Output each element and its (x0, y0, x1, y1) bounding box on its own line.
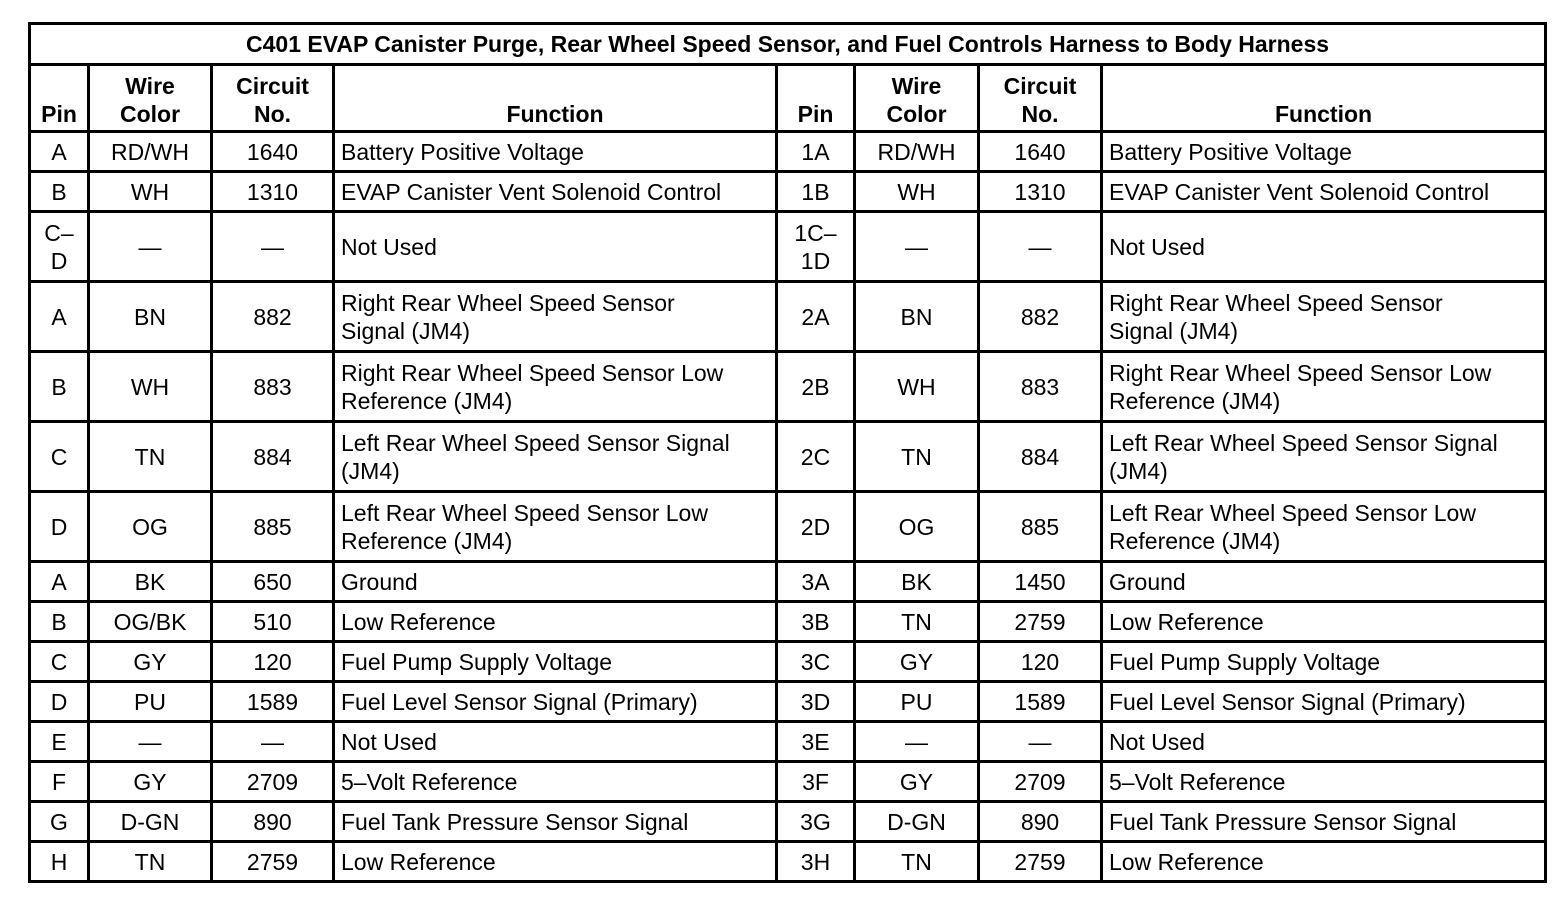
pin-cell-right: 1A (777, 132, 855, 172)
wire-color-cell: WH (89, 172, 212, 212)
function-cell-right (1102, 762, 1546, 802)
header-function: Function (334, 65, 777, 132)
function-cell-right (1102, 172, 1546, 212)
wire-color-cell-right: WH (855, 172, 979, 212)
function-cell (334, 642, 777, 682)
circuit-no-cell-right: 2759 (979, 842, 1102, 882)
function-cell (334, 682, 777, 722)
function-text-line: Not Used (1109, 728, 1205, 755)
table-row (30, 682, 1546, 722)
pin-cell: C (30, 422, 89, 492)
function-text-line: Fuel Level Sensor Signal (Primary) (341, 688, 698, 715)
table-row (30, 722, 1546, 762)
function-text-line: Ground (341, 568, 418, 595)
pin-cell-right: 2D (777, 492, 855, 562)
function-text-line: Low Reference (1109, 848, 1264, 875)
function-cell (334, 722, 777, 762)
function-cell-right (1102, 132, 1546, 172)
pin-cell-right: 2C (777, 422, 855, 492)
function-text-line: Reference (JM4) (341, 527, 513, 554)
pin-cell: D (30, 492, 89, 562)
function-cell (334, 762, 777, 802)
circuit-no-cell-right: 1310 (979, 172, 1102, 212)
table-row (30, 842, 1546, 882)
pin-cell-right: 3D (777, 682, 855, 722)
wire-color-cell-right: TN (855, 422, 979, 492)
header-function-2: Function (1102, 65, 1546, 132)
function-text-line: (JM4) (1109, 457, 1168, 484)
function-cell (334, 562, 777, 602)
function-text-line: Not Used (341, 728, 437, 755)
wire-color-cell-right: TN (855, 602, 979, 642)
function-text-line: Right Rear Wheel Speed Sensor Low (341, 359, 724, 386)
wire-color-cell-right: WH (855, 352, 979, 422)
pin-cell-right: 3F (777, 762, 855, 802)
circuit-no-cell: 1310 (212, 172, 334, 212)
function-text-line: (JM4) (341, 457, 400, 484)
circuit-no-cell: — (212, 212, 334, 282)
wire-color-cell-right: RD/WH (855, 132, 979, 172)
pin-cell: F (30, 762, 89, 802)
table-row (30, 562, 1546, 602)
function-text-line: Not Used (341, 233, 437, 260)
wire-color-cell: GY (89, 642, 212, 682)
function-text-line: 5–Volt Reference (1109, 768, 1286, 795)
pin-cell: A (30, 562, 89, 602)
function-cell-right (1102, 802, 1546, 842)
table-row (30, 422, 1546, 492)
wire-color-cell: OG (89, 492, 212, 562)
wire-color-cell: TN (89, 842, 212, 882)
circuit-no-cell-right: 890 (979, 802, 1102, 842)
circuit-no-cell-right: 120 (979, 642, 1102, 682)
wire-color-cell-right: D-GN (855, 802, 979, 842)
header-wire-color: Wire Color (89, 65, 212, 132)
circuit-no-cell: 885 (212, 492, 334, 562)
function-cell (334, 492, 777, 562)
wire-color-cell-right: GY (855, 642, 979, 682)
function-cell-right (1102, 682, 1546, 722)
function-text-line: Reference (JM4) (341, 387, 513, 414)
circuit-no-cell-right: 2709 (979, 762, 1102, 802)
circuit-no-cell-right: — (979, 212, 1102, 282)
circuit-no-cell-right: 1450 (979, 562, 1102, 602)
circuit-no-cell: 120 (212, 642, 334, 682)
pinout-table (28, 22, 1547, 883)
function-text-line: Left Rear Wheel Speed Sensor Low (341, 499, 708, 526)
wire-color-cell-right: BN (855, 282, 979, 352)
wire-color-cell: TN (89, 422, 212, 492)
circuit-no-cell-right: 1589 (979, 682, 1102, 722)
function-text-line: Reference (JM4) (1109, 527, 1281, 554)
pin-cell: E (30, 722, 89, 762)
wire-color-cell: GY (89, 762, 212, 802)
circuit-no-cell: 1640 (212, 132, 334, 172)
function-text-line: Fuel Tank Pressure Sensor Signal (341, 808, 689, 835)
circuit-no-cell: 883 (212, 352, 334, 422)
pin-cell: C (30, 642, 89, 682)
function-text-line: EVAP Canister Vent Solenoid Control (341, 178, 722, 205)
table-row (30, 492, 1546, 562)
column-header-row (30, 65, 1546, 132)
pin-cell: C– D (30, 212, 89, 282)
circuit-no-cell: 510 (212, 602, 334, 642)
function-text-line: Fuel Level Sensor Signal (Primary) (1109, 688, 1466, 715)
pin-cell: B (30, 602, 89, 642)
pin-cell-right: 3B (777, 602, 855, 642)
function-text-line: Right Rear Wheel Speed Sensor Low (1109, 359, 1492, 386)
pin-cell-right: 1B (777, 172, 855, 212)
table-row (30, 602, 1546, 642)
function-cell (334, 132, 777, 172)
header-pin: Pin (30, 65, 89, 132)
function-text-line: Reference (JM4) (1109, 387, 1281, 414)
wire-color-cell-right: PU (855, 682, 979, 722)
function-text-line: Signal (JM4) (341, 317, 471, 344)
function-text-line: EVAP Canister Vent Solenoid Control (1109, 178, 1490, 205)
pin-cell: G (30, 802, 89, 842)
circuit-no-cell-right: 883 (979, 352, 1102, 422)
function-text-line: Left Rear Wheel Speed Sensor Signal (1109, 429, 1498, 456)
pin-cell: A (30, 282, 89, 352)
circuit-no-cell-right: 882 (979, 282, 1102, 352)
wire-color-cell-right: BK (855, 562, 979, 602)
circuit-no-cell: 2759 (212, 842, 334, 882)
table-row (30, 642, 1546, 682)
function-cell-right (1102, 722, 1546, 762)
pin-cell-right: 3A (777, 562, 855, 602)
header-pin-2: Pin (777, 65, 855, 132)
function-text-line: Signal (JM4) (1109, 317, 1239, 344)
pin-cell-right: 2B (777, 352, 855, 422)
circuit-no-cell: — (212, 722, 334, 762)
function-cell (334, 842, 777, 882)
wire-color-cell-right: TN (855, 842, 979, 882)
function-cell-right (1102, 562, 1546, 602)
function-text-line: Fuel Pump Supply Voltage (341, 648, 613, 675)
function-text-line: Left Rear Wheel Speed Sensor Low (1109, 499, 1476, 526)
circuit-no-cell-right: 884 (979, 422, 1102, 492)
header-circuit-no-2: Circuit No. (979, 65, 1102, 132)
function-text-line: Right Rear Wheel Speed Sensor (341, 289, 675, 316)
table-row (30, 172, 1546, 212)
wire-color-cell: PU (89, 682, 212, 722)
circuit-no-cell: 1589 (212, 682, 334, 722)
wire-color-cell: — (89, 212, 212, 282)
wire-color-cell: D-GN (89, 802, 212, 842)
function-text-line: Low Reference (341, 608, 496, 635)
pin-cell: A (30, 132, 89, 172)
function-cell-right (1102, 842, 1546, 882)
function-text-line: Battery Positive Voltage (341, 138, 584, 165)
circuit-no-cell: 2709 (212, 762, 334, 802)
circuit-no-cell-right: — (979, 722, 1102, 762)
function-text-line: Low Reference (1109, 608, 1264, 635)
function-cell (334, 802, 777, 842)
wire-color-cell: WH (89, 352, 212, 422)
table-row (30, 212, 1546, 282)
circuit-no-cell-right: 2759 (979, 602, 1102, 642)
circuit-no-cell: 650 (212, 562, 334, 602)
function-text-line: Low Reference (341, 848, 496, 875)
function-cell (334, 212, 777, 282)
pinout-rows (30, 132, 1546, 882)
pin-cell-right: 3H (777, 842, 855, 882)
function-cell (334, 282, 777, 352)
circuit-no-cell: 890 (212, 802, 334, 842)
table-row (30, 282, 1546, 352)
function-text-line: Not Used (1109, 233, 1205, 260)
wire-color-cell: — (89, 722, 212, 762)
wire-color-cell-right: GY (855, 762, 979, 802)
wire-color-cell-right: — (855, 722, 979, 762)
pin-cell-right: 1C– 1D (777, 212, 855, 282)
connector-pinout-sheet (28, 22, 1544, 904)
function-cell (334, 172, 777, 212)
function-text-line: Fuel Pump Supply Voltage (1109, 648, 1381, 675)
wire-color-cell-right: — (855, 212, 979, 282)
function-cell-right (1102, 602, 1546, 642)
table-row (30, 132, 1546, 172)
function-cell-right (1102, 352, 1546, 422)
function-text-line: Ground (1109, 568, 1186, 595)
header-circuit-no: Circuit No. (212, 65, 334, 132)
table-row (30, 352, 1546, 422)
function-cell-right (1102, 642, 1546, 682)
table-row (30, 762, 1546, 802)
wire-color-cell: RD/WH (89, 132, 212, 172)
pin-cell: H (30, 842, 89, 882)
table-row (30, 802, 1546, 842)
circuit-no-cell-right: 885 (979, 492, 1102, 562)
pin-cell-right: 3G (777, 802, 855, 842)
pin-cell-right: 2A (777, 282, 855, 352)
wire-color-cell: OG/BK (89, 602, 212, 642)
wire-color-cell-right: OG (855, 492, 979, 562)
function-text-line: Fuel Tank Pressure Sensor Signal (1109, 808, 1457, 835)
function-cell (334, 352, 777, 422)
pin-cell-right: 3E (777, 722, 855, 762)
pin-cell: D (30, 682, 89, 722)
function-cell-right (1102, 492, 1546, 562)
function-cell-right (1102, 422, 1546, 492)
wire-color-cell: BK (89, 562, 212, 602)
function-text-line: Battery Positive Voltage (1109, 138, 1352, 165)
table-title: C401 EVAP Canister Purge, Rear Wheel Speed Sensor, and Fuel Controls Harness to Body Harness (30, 24, 1546, 65)
function-cell-right (1102, 212, 1546, 282)
wire-color-cell: BN (89, 282, 212, 352)
function-text-line: Right Rear Wheel Speed Sensor (1109, 289, 1443, 316)
pin-cell: B (30, 352, 89, 422)
pin-cell: B (30, 172, 89, 212)
circuit-no-cell: 884 (212, 422, 334, 492)
header-wire-color-2: Wire Color (855, 65, 979, 132)
pin-cell-right: 3C (777, 642, 855, 682)
function-text-line: Left Rear Wheel Speed Sensor Signal (341, 429, 730, 456)
circuit-no-cell-right: 1640 (979, 132, 1102, 172)
function-text-line: 5–Volt Reference (341, 768, 518, 795)
function-cell (334, 602, 777, 642)
function-cell-right (1102, 282, 1546, 352)
function-cell (334, 422, 777, 492)
circuit-no-cell: 882 (212, 282, 334, 352)
